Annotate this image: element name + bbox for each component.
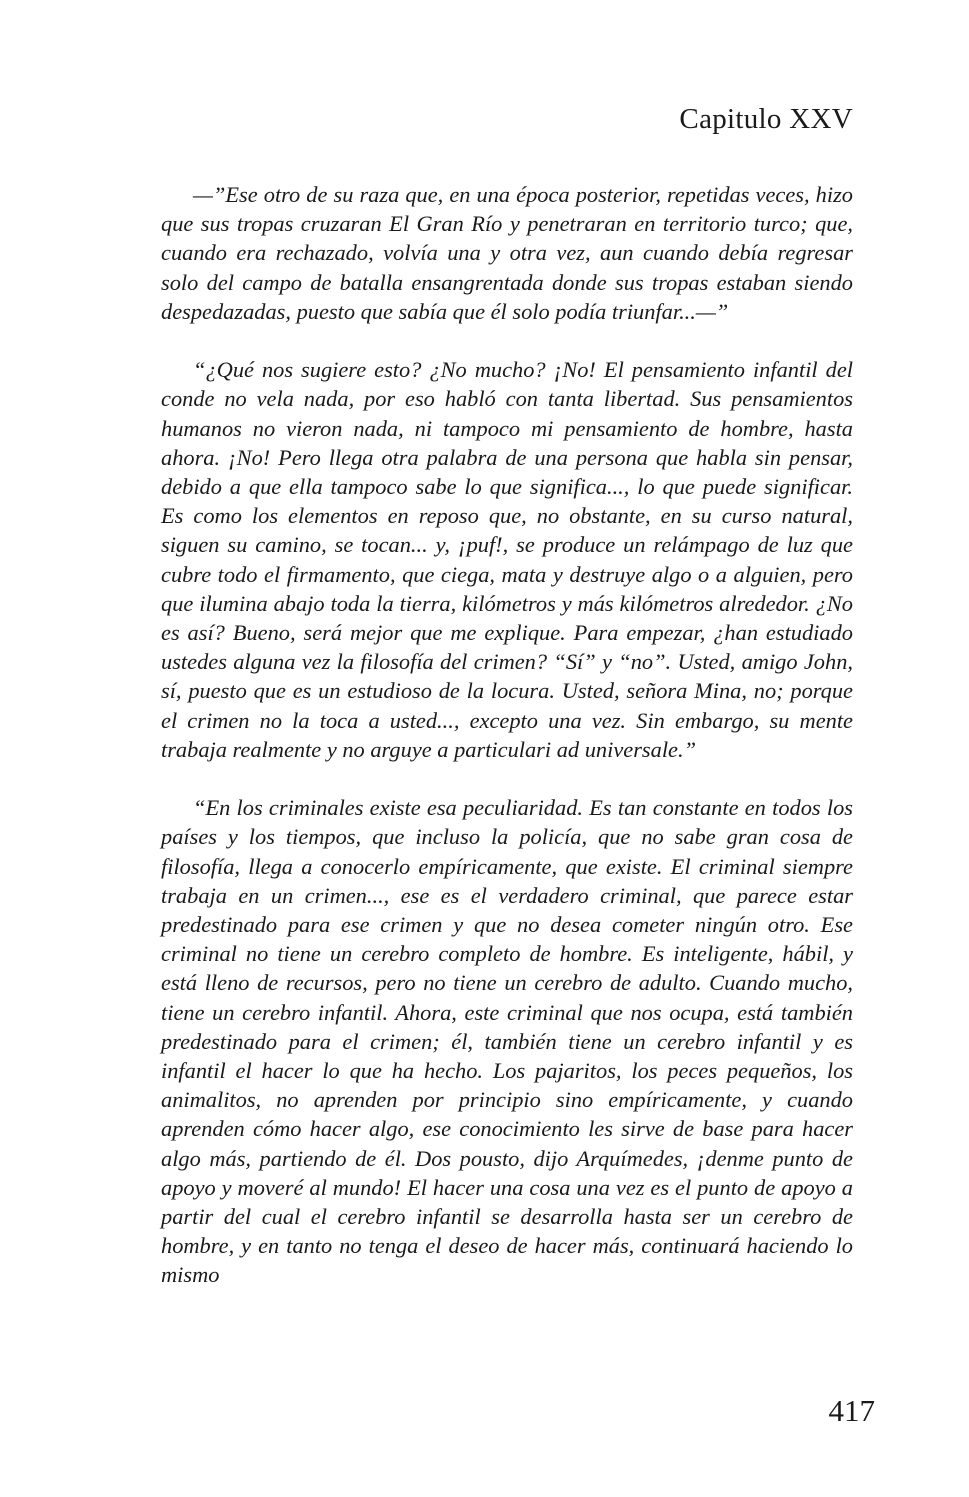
paragraph: “¿Qué nos sugiere esto? ¿No mucho? ¡No! El pensamiento infantil del conde no vela nada, por eso habló con tanta libertad. Sus pensamientos humanos no vieron nada, ni tampoco mi pensamiento de hombre, hasta ahora. ¡No! Pero llega otra palabra de una persona que habla sin pensar, debido a que ella tampoco sabe lo que significa..., lo que puede significar. Es como los elementos en reposo que, no obstante, en su curso natural, siguen su camino, se tocan... y, ¡puf!, se produce un relámpago de luz que cubre todo el firmamento, que ciega, mata y destruye algo o a alguien, pero que ilumina abajo toda la tierra, kilómetros y más kilómetros alrededor. ¿No es así? Bueno, será mejor que me explique. Para empezar, ¿han estudiado ustedes alguna vez la filosofía del crimen? “Sí” y “no”. Usted, amigo John, sí, puesto que es un estudioso de la locura. Usted, señora Mina, no; porque el crimen no la toca a usted..., excepto una vez. Sin embargo, su mente trabaja realmente y no arguye a particulari ad universale.” bbox=[161, 357, 853, 762]
page-body bbox=[161, 180, 853, 1290]
chapter-title: Capitulo XXV bbox=[679, 103, 853, 135]
paragraph: —”Ese otro de su raza que, en una época posterior, repetidas veces, hizo que sus tropas cruzaran El Gran Río y penetraran en territorio turco; que, cuando era rechazado, volvía una y otra vez, aun cuando debía regresar solo del campo de batalla ensangrentada donde sus tropas estaban siendo despedazadas, puesto que sabía que él solo podía triunfar...—” bbox=[161, 182, 853, 324]
paragraph: “En los criminales existe esa peculiaridad. Es tan constante en todos los países y los tiempos, que incluso la policía, que no sabe gran cosa de filosofía, llega a conocerlo empíricamente, que existe. El criminal siempre trabaja en un crimen..., ese es el verdadero criminal, que parece estar predestinado para ese crimen y que no desea cometer ningún otro. Ese criminal no tiene un cerebro completo de hombre. Es inteligente, hábil, y está lleno de recursos, pero no tiene un cerebro de adulto. Cuando mucho, tiene un cerebro infantil. Ahora, este criminal que nos ocupa, está también predestinado para el crimen; él, también tiene un cerebro infantil y es infantil el hacer lo que ha hecho. Los pajaritos, los peces pequeños, los animalitos, no aprenden por principio sino empíricamente, y cuando aprenden cómo hacer algo, ese conocimiento les sirve de base para hacer algo más, partiendo de él. Dos pousto, dijo Arquímedes, ¡denme punto de apoyo y moveré al mundo! El hacer una cosa una vez es el punto de apoyo a partir del cual el cerebro infantil se desarrolla hasta ser un cerebro de hombre, y en tanto no tenga el deseo de hacer más, continuará haciendo lo mismo bbox=[161, 795, 853, 1288]
page-number: 417 bbox=[828, 1393, 875, 1428]
